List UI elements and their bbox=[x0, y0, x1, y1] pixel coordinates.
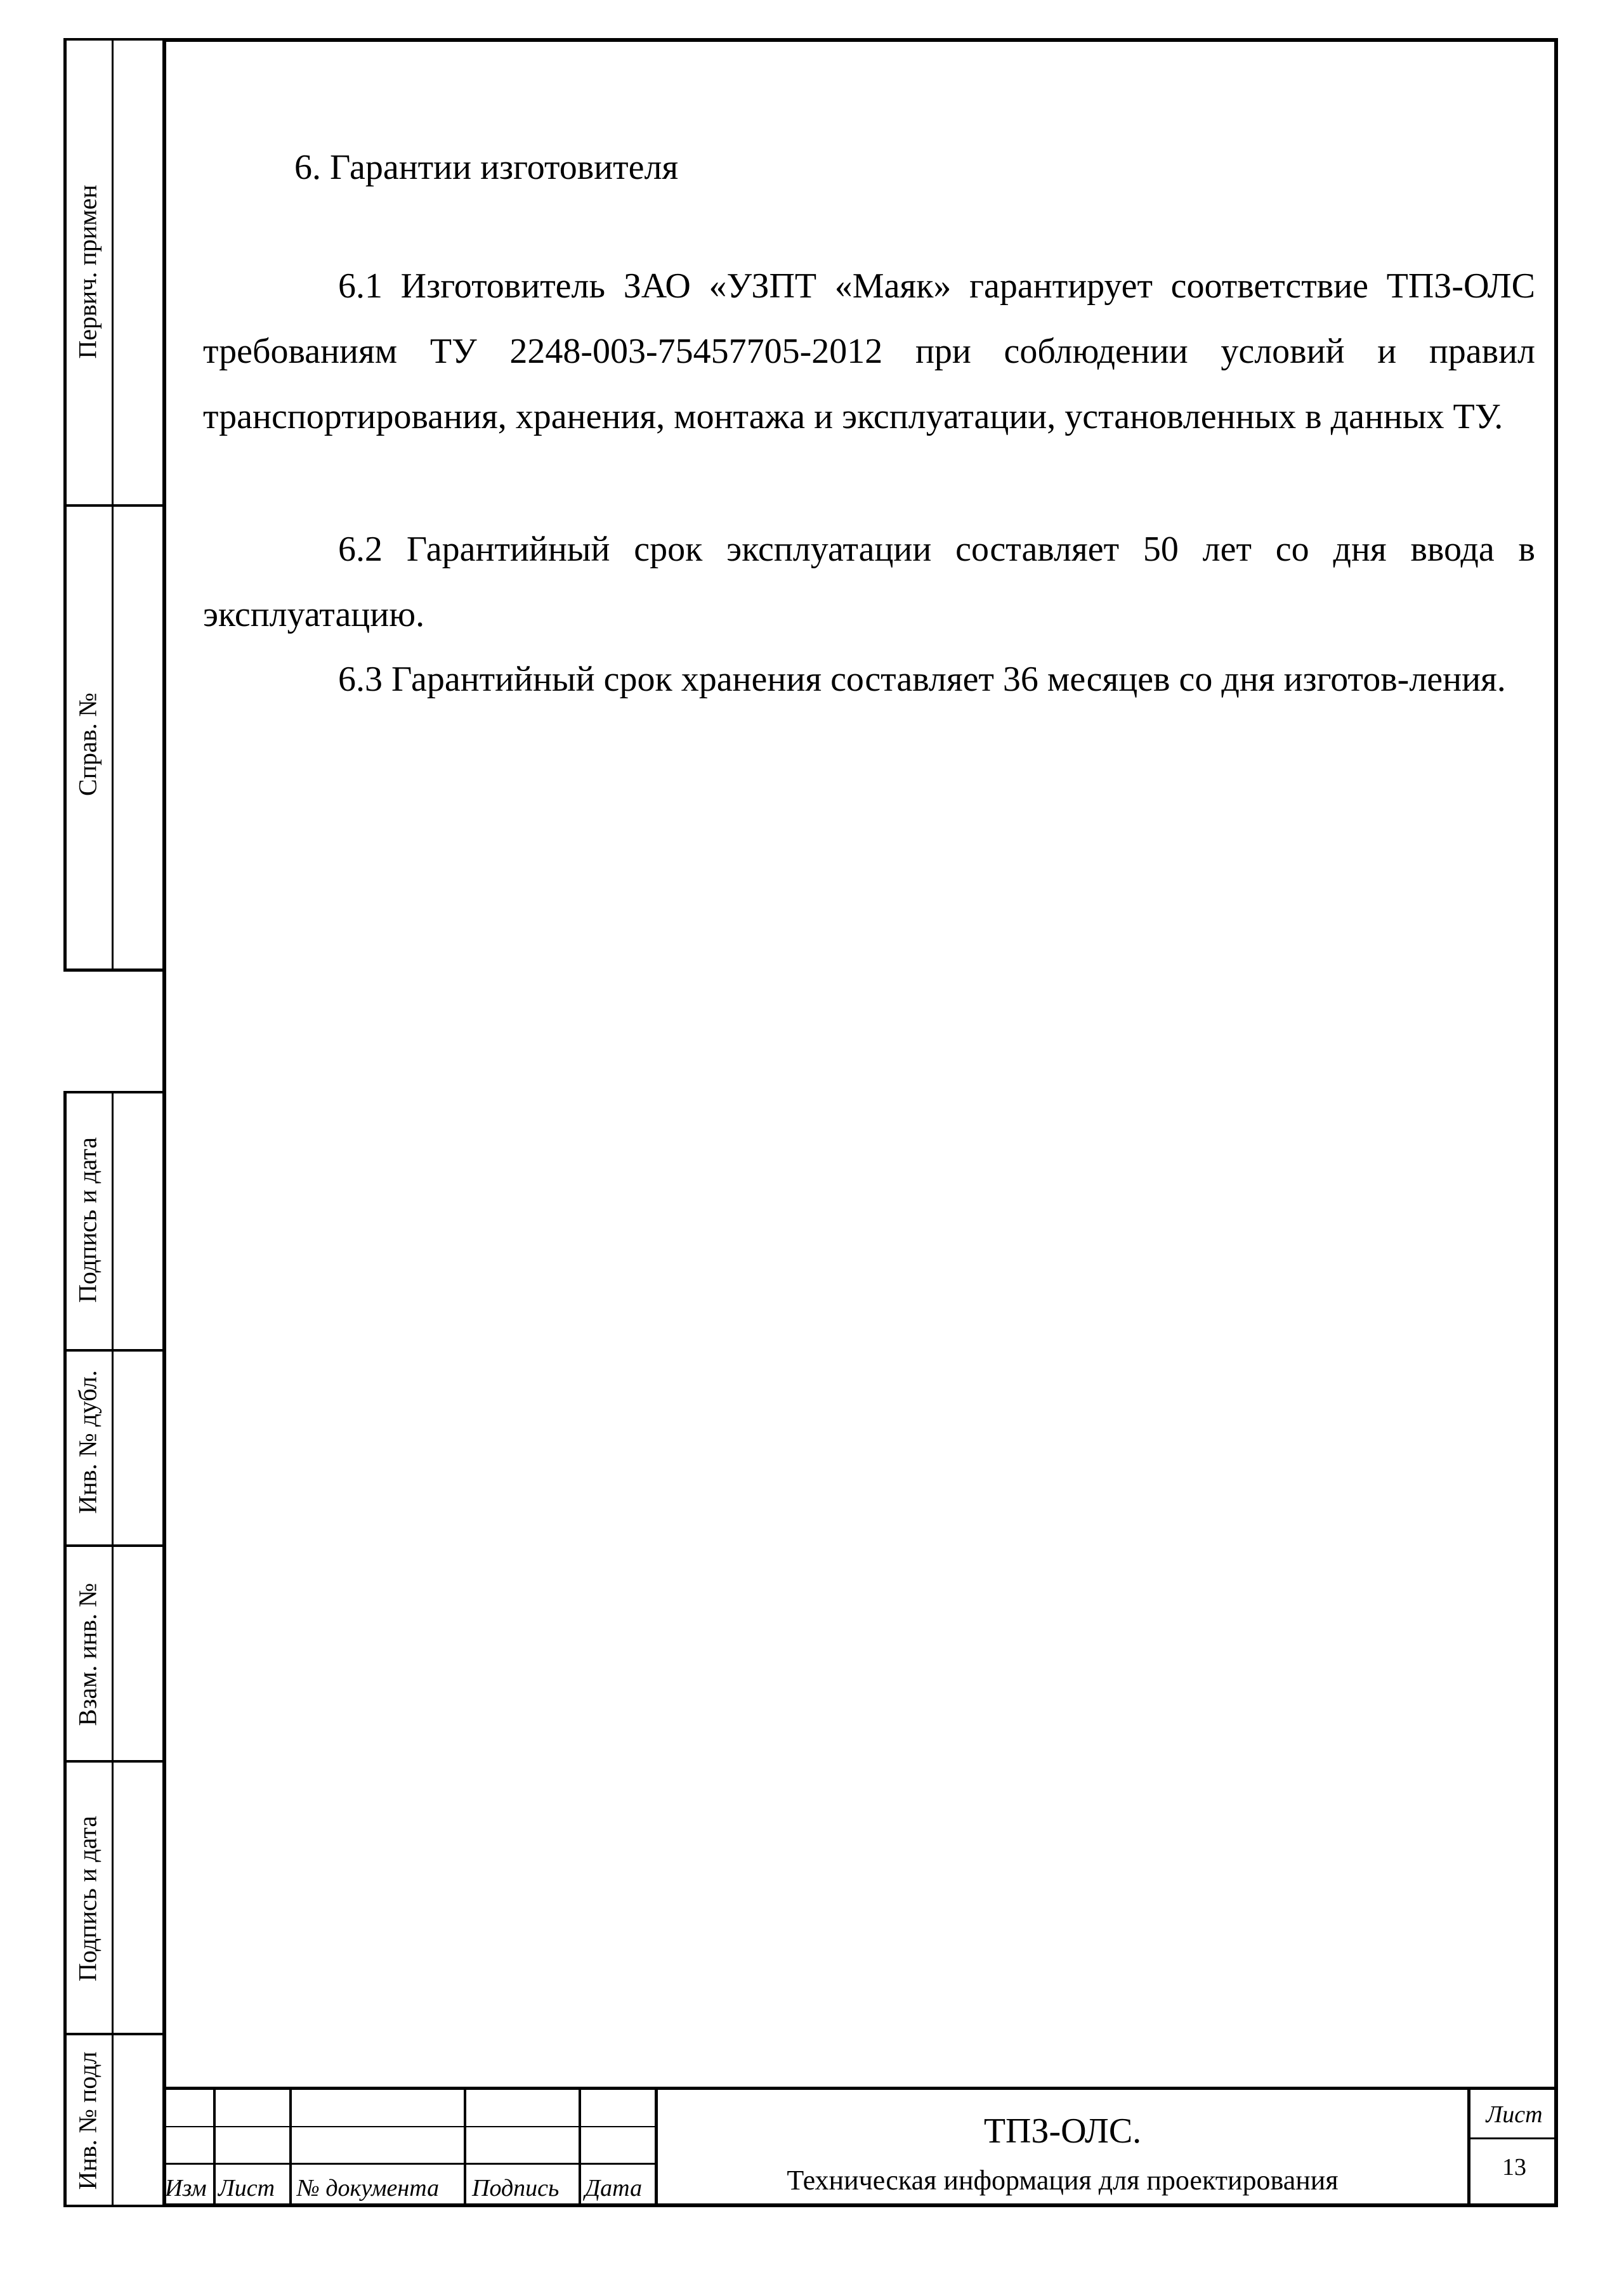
stamp-line bbox=[63, 1544, 165, 1547]
document-title: ТПЗ-ОЛС. bbox=[983, 2111, 1142, 2151]
paragraph-6-1: 6.1 Изготовитель ЗАО «УЗПТ «Маяк» гарантирует соответствие ТПЗ-ОЛС требованиям ТУ 2248-003-75457705-2012 при соблюдении условий и правил транспортирования, хранения, монтажа и эксплуатации, установленных в данных ТУ. bbox=[203, 266, 1535, 436]
title-block-line bbox=[162, 2087, 1558, 2090]
stamp-label-podpis-data: Подпись и дата bbox=[73, 1137, 102, 1303]
paragraph-6-2: 6.2 Гарантийный срок эксплуатации составляет 50 лет со дня ввода в эксплуатацию. bbox=[203, 530, 1535, 634]
col-list: Лист bbox=[218, 2175, 275, 2201]
title-block-line bbox=[579, 2087, 581, 2207]
section-heading: 6. Гарантии изготовителя bbox=[294, 148, 679, 187]
stamp-label-vzam-inv: Взам. инв. № bbox=[73, 1582, 102, 1726]
title-block-line bbox=[162, 2163, 657, 2165]
stamp-label-sprav-no: Справ. № bbox=[73, 693, 102, 796]
stamp-line bbox=[112, 1091, 114, 2207]
title-block-line bbox=[213, 2087, 216, 2207]
stamp-line bbox=[63, 1091, 67, 2207]
title-block-line bbox=[162, 2126, 657, 2127]
col-doc-number: № документа bbox=[297, 2175, 440, 2201]
paragraph-6-3: 6.3 Гарантийный срок хранения составляет 36 месяцев со дня изготов-ления. bbox=[338, 660, 1506, 699]
stamp-label-inv-dubl: Инв. № дубл. bbox=[73, 1370, 102, 1514]
title-block-line bbox=[289, 2087, 292, 2207]
col-date: Дата bbox=[585, 2175, 643, 2201]
sheet-label: Лист bbox=[1486, 2101, 1543, 2128]
sheet-number: 13 bbox=[1502, 2154, 1526, 2181]
stamp-line bbox=[63, 504, 165, 507]
stamp-label-perv-primen: Первич. примен bbox=[73, 185, 102, 359]
stamp-line bbox=[63, 1091, 165, 1093]
title-block-line bbox=[464, 2087, 466, 2207]
stamp-line bbox=[63, 1760, 165, 1763]
col-izm: Изм bbox=[165, 2175, 207, 2201]
col-signature: Подпись bbox=[472, 2175, 560, 2201]
document-subtitle: Техническая информация для проектирования bbox=[787, 2165, 1339, 2196]
stamp-label-inv-podl: Инв. № подл bbox=[73, 2051, 102, 2190]
title-block-line bbox=[1467, 2137, 1558, 2139]
stamp-line bbox=[63, 969, 165, 972]
stamp-line bbox=[63, 38, 165, 41]
stamp-label-podpis-data-2: Подпись и дата bbox=[73, 1815, 102, 1982]
